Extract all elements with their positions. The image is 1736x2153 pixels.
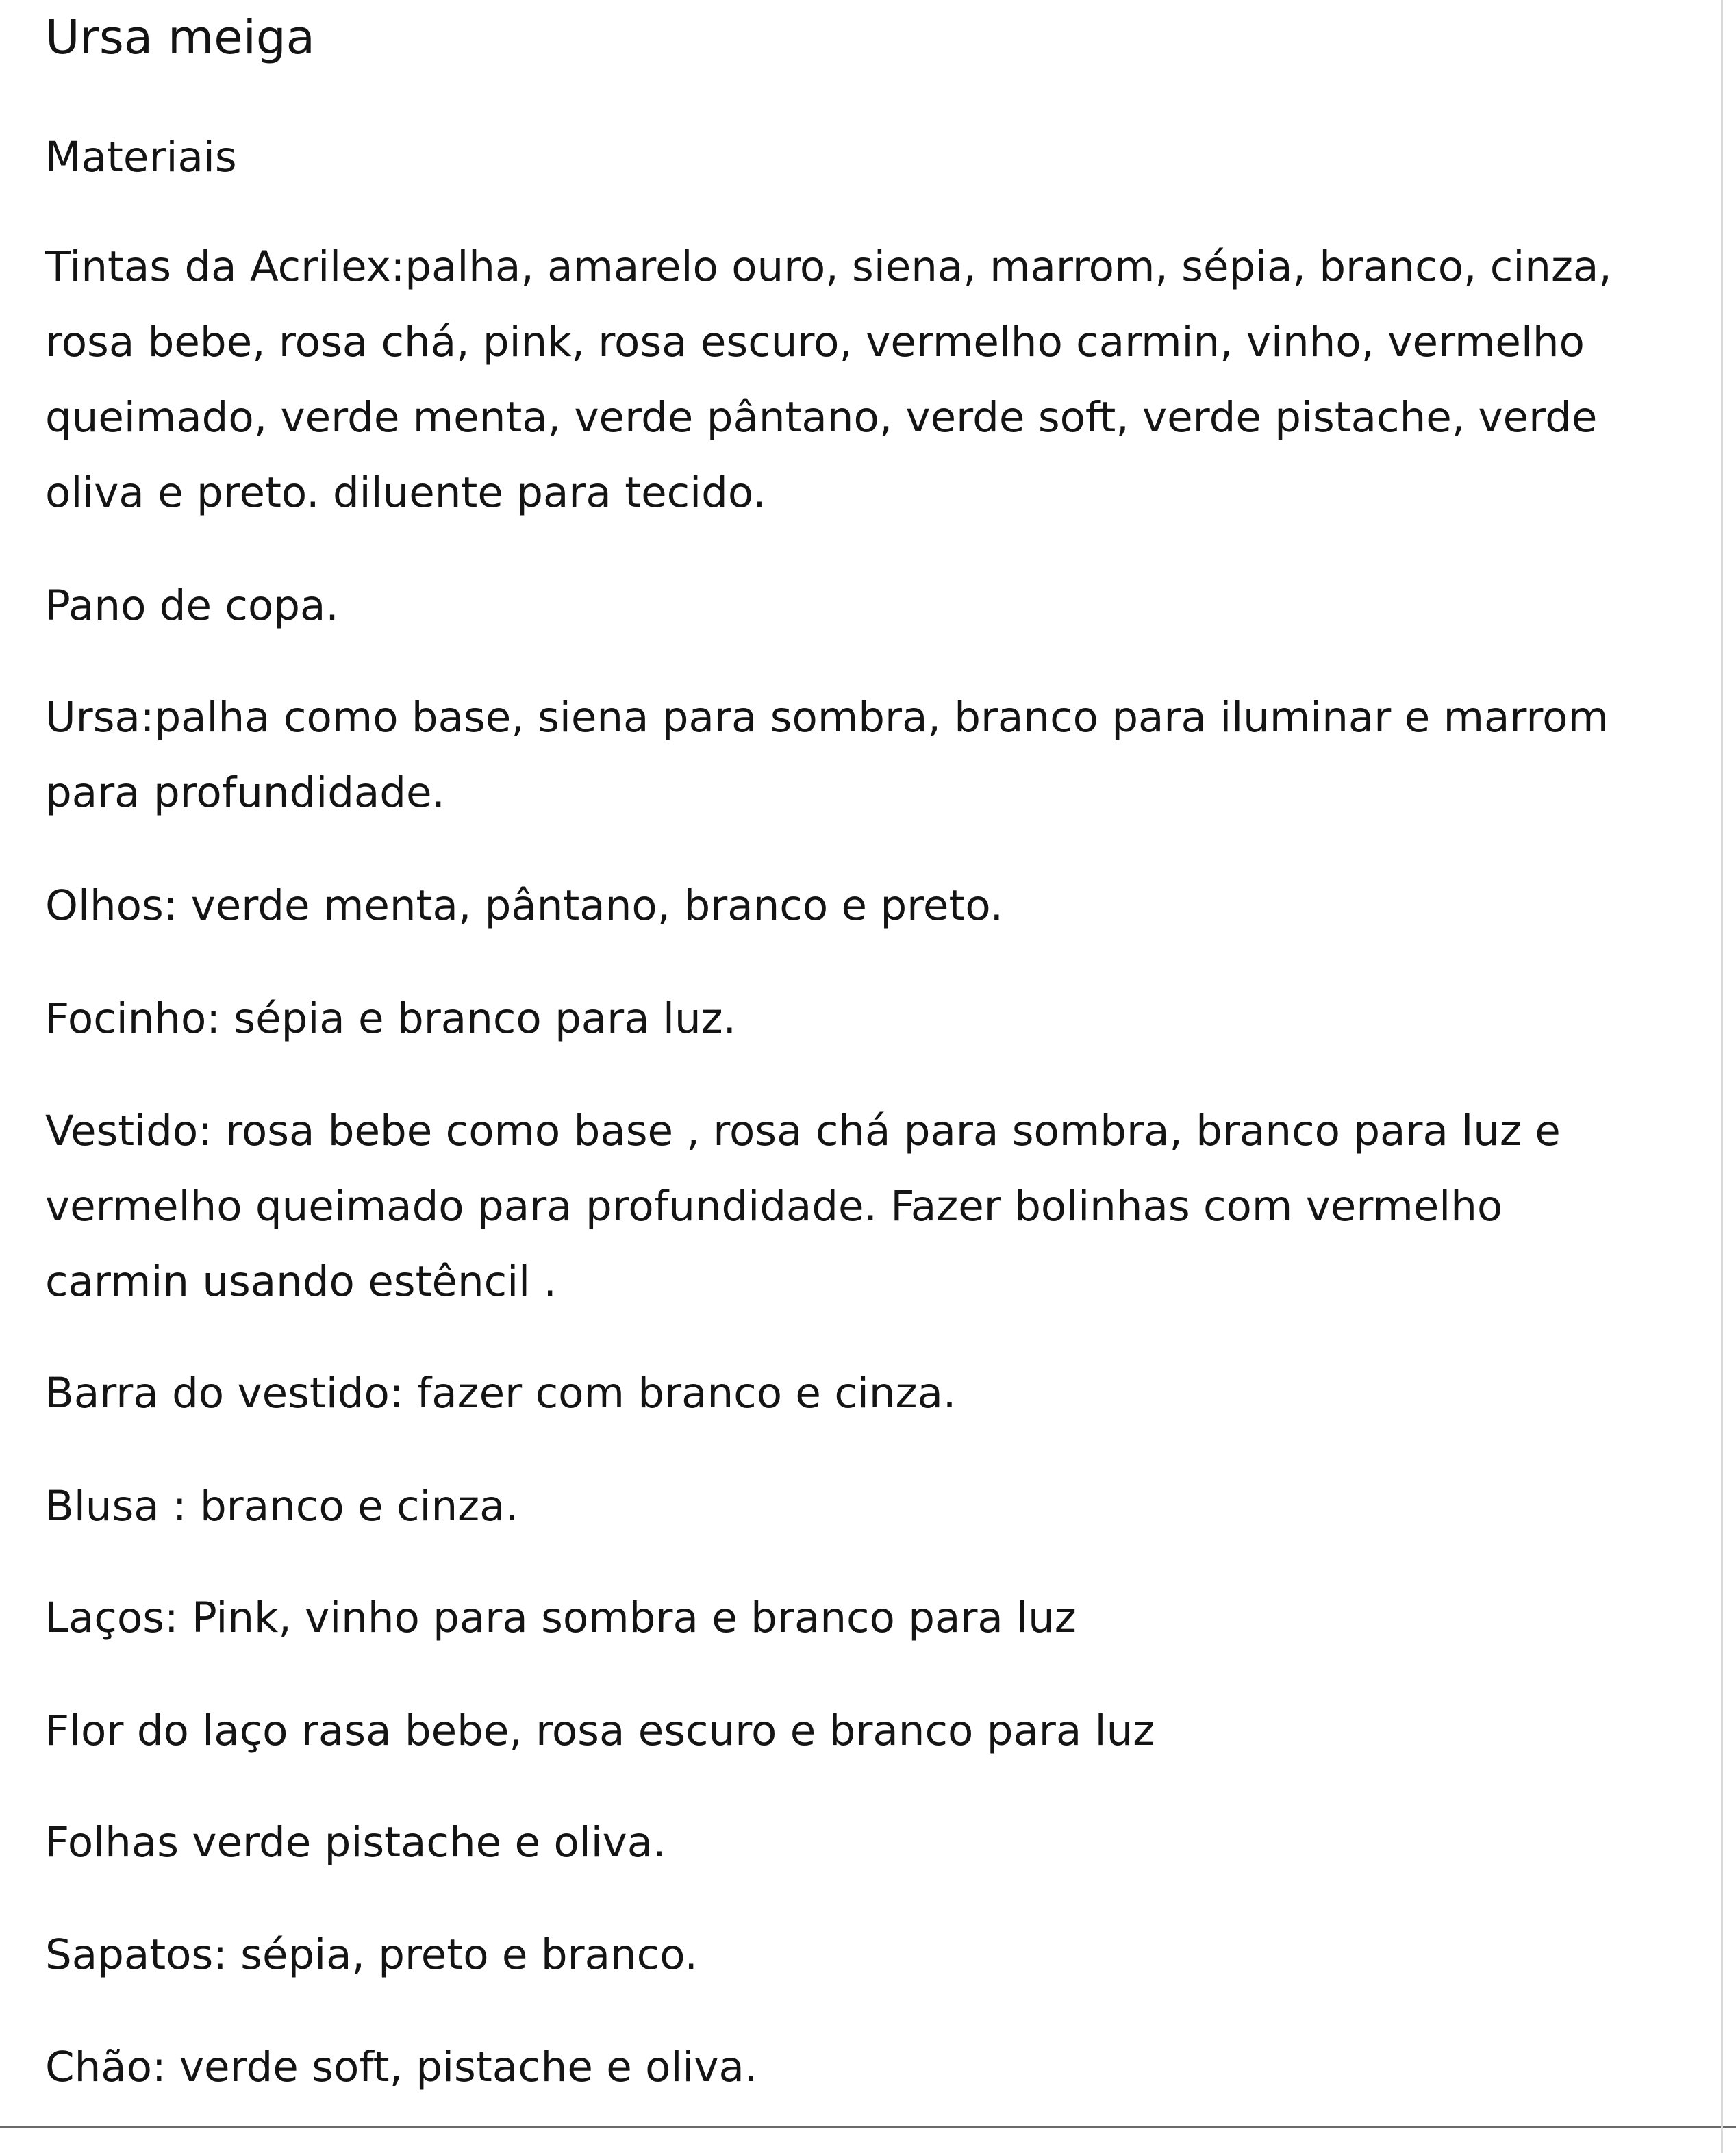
ursa-line-1: Ursa:palha como base, siena para sombra, branco para iluminar e marrom	[45, 693, 1609, 742]
chao-line: Chão: verde soft, pistache e oliva.	[45, 2043, 758, 2091]
paints-line-2: rosa bebe, rosa chá, pink, rosa escuro, vermelho carmin, vinho, vermelho	[45, 318, 1585, 366]
page-bottom-edge	[0, 2126, 1736, 2128]
olhos-line: Olhos: verde menta, pântano, branco e preto.	[45, 881, 1004, 930]
blusa-line: Blusa : branco e cinza.	[45, 1482, 518, 1531]
page-right-edge	[1721, 0, 1723, 2153]
paints-line-3: queimado, verde menta, verde pântano, verde soft, verde pistache, verde	[45, 393, 1598, 442]
vestido-line-2: vermelho queimado para profundidade. Fazer bolinhas com vermelho	[45, 1182, 1503, 1231]
lacos-line: Laços: Pink, vinho para sombra e branco para luz	[45, 1594, 1077, 1642]
materials-heading: Materiais	[45, 133, 237, 181]
focinho-line: Focinho: sépia e branco para luz.	[45, 994, 737, 1043]
folhas-line: Folhas verde pistache e oliva.	[45, 1818, 666, 1867]
barra-line: Barra do vestido: fazer com branco e cinza.	[45, 1369, 957, 1418]
paints-line-4: oliva e preto. diluente para tecido.	[45, 468, 766, 517]
vestido-line-3: carmin usando estêncil .	[45, 1257, 557, 1306]
flor-line: Flor do laço rasa bebe, rosa escuro e branco para luz	[45, 1707, 1155, 1755]
cloth-line: Pano de copa.	[45, 581, 339, 630]
vestido-line-1: Vestido: rosa bebe como base , rosa chá para sombra, branco para luz e	[45, 1107, 1561, 1155]
paints-line-1: Tintas da Acrilex:palha, amarelo ouro, siena, marrom, sépia, branco, cinza,	[45, 242, 1612, 291]
ursa-line-2: para profundidade.	[45, 768, 445, 817]
sapatos-line: Sapatos: sépia, preto e branco.	[45, 1930, 698, 1979]
document-title: Ursa meiga	[45, 10, 315, 65]
